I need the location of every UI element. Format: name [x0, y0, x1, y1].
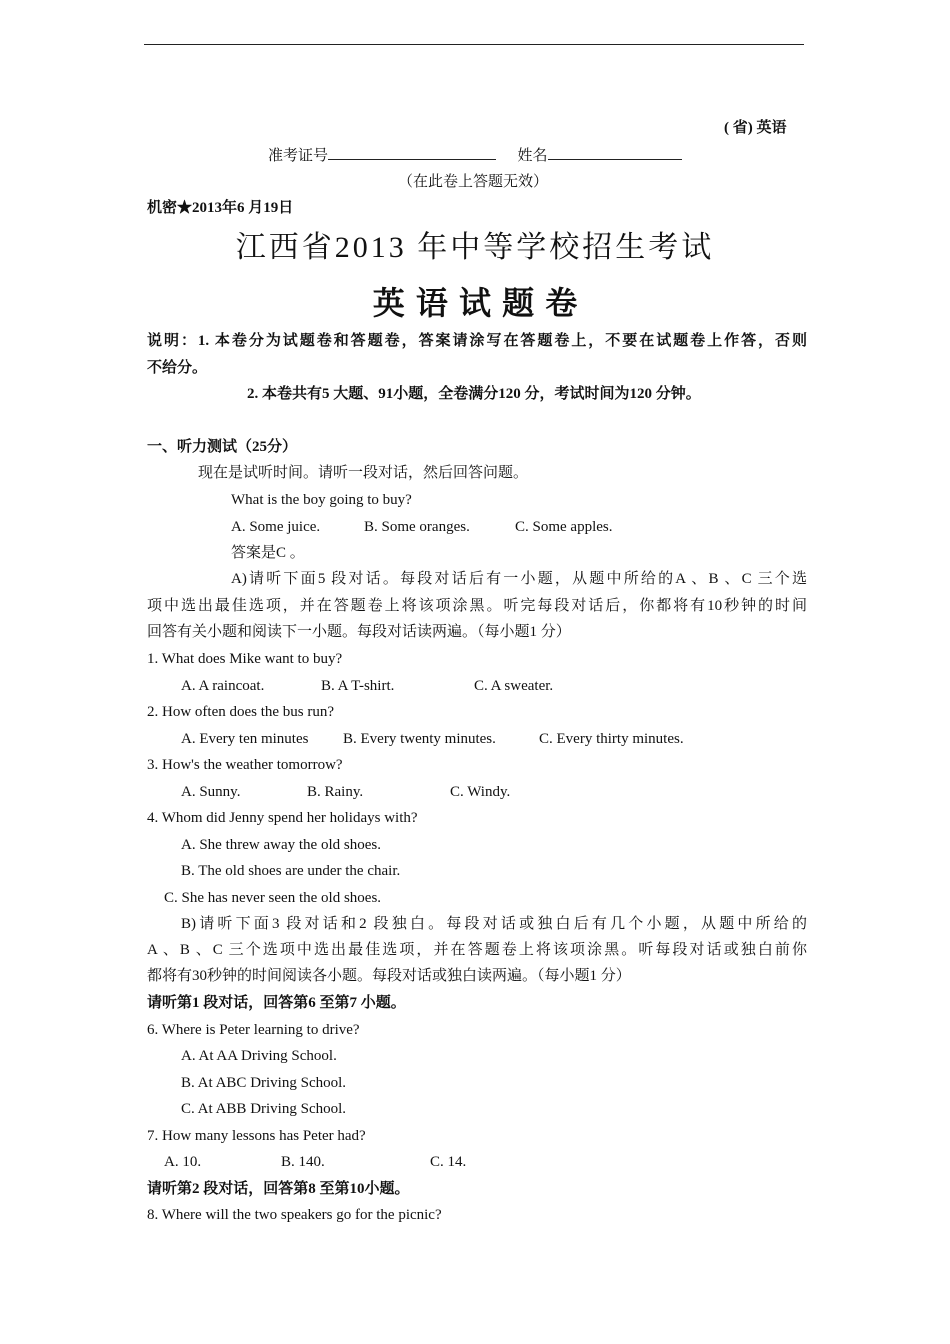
example-option-a: A. Some juice.	[231, 519, 321, 535]
exam-title: 江西省2013 年中等学校招生考试	[235, 231, 715, 264]
dialog-1-heading: 请听第1 段对话，回答第6 至第7 小题。	[147, 995, 406, 1011]
part-b-line-2: A 、B 、C 三个选项中选出最佳选项，并在答题卷上将该项涂黑。听每段对话或独白前你	[147, 942, 807, 958]
province-subject: ( 省) 英语	[724, 120, 787, 136]
name-label: 姓名	[517, 148, 548, 164]
paper-title: 英 语 试 题 卷	[372, 284, 578, 322]
q2-option-b: B. Every twenty minutes.	[343, 731, 496, 747]
q3-option-c: C. Windy.	[450, 784, 511, 800]
instructions-line-2: 不给分。	[147, 360, 208, 376]
part-b-line-1: B)请听下面3 段对话和2 段独白。每段对话或独白后有几个小题，从题中所给的	[181, 916, 807, 932]
q4-option-b: B. The old shoes are under the chair.	[181, 863, 401, 879]
example-question: What is the boy going to buy?	[231, 492, 412, 508]
question-8: 8. Where will the two speakers go for the picnic?	[147, 1207, 442, 1223]
question-3: 3. How's the weather tomorrow?	[147, 757, 343, 773]
part-a-line-1: A)请听下面5 段对话。每段对话后有一小题，从题中所给的A 、B 、C 三个选	[231, 571, 807, 587]
q4-option-c: C. She has never seen the old shoes.	[164, 890, 382, 906]
secret-date: 机密★2013年6 月19日	[147, 200, 294, 216]
question-4: 4. Whom did Jenny spend her holidays with?	[147, 810, 418, 826]
example-answer: 答案是C 。	[231, 545, 305, 561]
q6-option-a: A. At AA Driving School.	[181, 1048, 337, 1064]
q7-option-b: B. 140.	[281, 1154, 325, 1170]
top-rule	[144, 44, 804, 45]
invalid-note: （在此卷上答题无效）	[398, 174, 549, 190]
q2-option-c: C. Every thirty minutes.	[539, 731, 684, 747]
q1-option-b: B. A T-shirt.	[321, 678, 395, 694]
example-intro: 现在是试听时间。请听一段对话，然后回答问题。	[198, 465, 529, 481]
q6-option-c: C. At ABB Driving School.	[181, 1101, 347, 1117]
dialog-2-heading: 请听第2 段对话，回答第8 至第10小题。	[147, 1181, 410, 1197]
exam-id-row	[268, 145, 682, 166]
q7-option-a: A. 10.	[164, 1154, 202, 1170]
question-1: 1. What does Mike want to buy?	[147, 651, 343, 667]
q6-option-b: B. At ABC Driving School.	[181, 1075, 347, 1091]
instructions-line-3: 2. 本卷共有5 大题、91小题，全卷满分120 分，考试时间为120 分钟。	[247, 386, 701, 402]
part-b-line-3: 都将有30秒钟的时间阅读各小题。每段对话或独白读两遍。（每小题1 分）	[147, 968, 631, 984]
example-option-c: C. Some apples.	[515, 519, 613, 535]
q4-option-a: A. She threw away the old shoes.	[181, 837, 381, 853]
example-option-b: B. Some oranges.	[364, 519, 470, 535]
q3-option-b: B. Rainy.	[307, 784, 364, 800]
name-blank	[548, 145, 682, 160]
question-6: 6. Where is Peter learning to drive?	[147, 1022, 360, 1038]
question-2: 2. How often does the bus run?	[147, 704, 335, 720]
q7-option-c: C. 14.	[430, 1154, 467, 1170]
q2-option-a: A. Every ten minutes	[181, 731, 309, 747]
instructions-line-1: 说明：1. 本卷分为试题卷和答题卷，答案请涂写在答题卷上，不要在试题卷上作答，否则	[147, 333, 807, 349]
q1-option-a: A. A raincoat.	[181, 678, 265, 694]
question-7: 7. How many lessons has Peter had?	[147, 1128, 366, 1144]
part-a-line-3: 回答有关小题和阅读下一小题。每段对话读两遍。（每小题1 分）	[147, 624, 571, 640]
part-a-line-2: 项中选出最佳选项，并在答题卷上将该项涂黑。听完每段对话后，你都将有10秒钟的时间	[147, 598, 807, 614]
exam-id-blank	[328, 145, 496, 160]
q3-option-a: A. Sunny.	[181, 784, 241, 800]
exam-id-label: 准考证号	[268, 148, 329, 164]
section-1-heading: 一、听力测试（25分）	[147, 439, 298, 455]
q1-option-c: C. A sweater.	[474, 678, 554, 694]
